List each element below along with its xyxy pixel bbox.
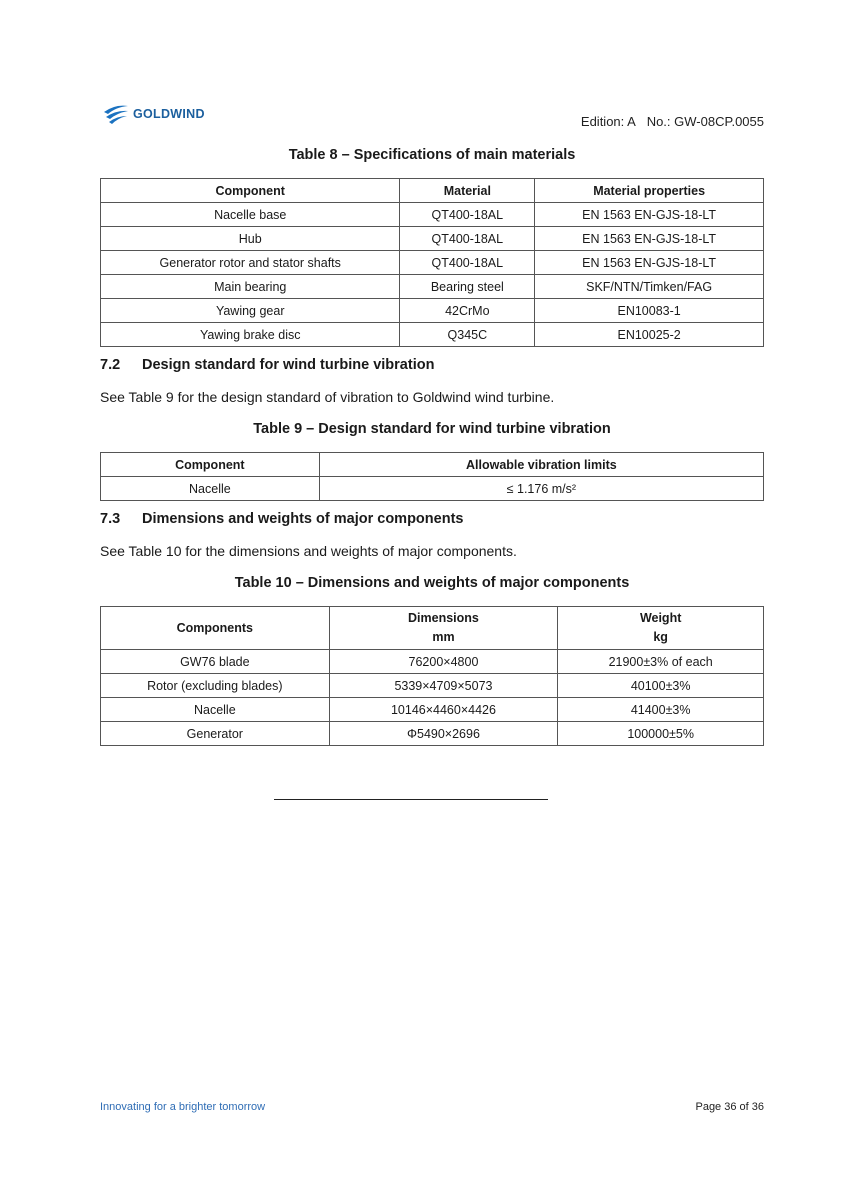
table-cell: 41400±3%: [558, 698, 764, 722]
table9-caption: Table 9 – Design standard for wind turbine vibration: [253, 421, 611, 437]
table-cell: 5339×4709×5073: [329, 674, 558, 698]
column-header: Component: [101, 179, 400, 203]
table-cell: SKF/NTN/Timken/FAG: [535, 275, 764, 299]
table10: [100, 606, 764, 746]
table-cell: 40100±3%: [558, 674, 764, 698]
table-row: [101, 227, 764, 251]
section-title: Dimensions and weights of major components: [142, 511, 464, 527]
table-row: [101, 275, 764, 299]
column-header: Material properties: [535, 179, 764, 203]
column-header: Allowable vibration limits: [319, 453, 763, 477]
header-unit: kg: [653, 630, 668, 644]
header-label: Dimensions: [408, 611, 479, 625]
table9: [100, 452, 764, 501]
edition-label: Edition: A: [580, 114, 636, 129]
table-header-row: [101, 179, 764, 203]
table-cell: Nacelle: [101, 477, 320, 501]
table-cell: 76200×4800: [329, 650, 558, 674]
table-cell: QT400-18AL: [400, 227, 535, 251]
table-cell: 21900±3% of each: [558, 650, 764, 674]
table-cell: QT400-18AL: [400, 251, 535, 275]
column-header: [558, 607, 764, 650]
table-cell: Nacelle: [101, 698, 330, 722]
column-header: [101, 607, 330, 650]
table-row: [101, 698, 764, 722]
section-7-3-paragraph: See Table 10 for the dimensions and weights of major components.: [100, 543, 517, 559]
goldwind-logo: [103, 101, 205, 127]
table-cell: QT400-18AL: [400, 203, 535, 227]
section-7-3-heading: [100, 511, 463, 527]
table-row: [101, 674, 764, 698]
table-header-row: [101, 607, 764, 650]
table-row: [101, 722, 764, 746]
table-cell: EN 1563 EN-GJS-18-LT: [535, 227, 764, 251]
table-cell: 42CrMo: [400, 299, 535, 323]
section-number: 7.2: [100, 357, 121, 373]
section-number: 7.3: [100, 511, 121, 527]
table-cell: Q345C: [400, 323, 535, 347]
section-7-2-paragraph: See Table 9 for the design standard of vibration to Goldwind wind turbine.: [100, 389, 555, 405]
header-unit: mm: [432, 630, 455, 644]
table-row: [101, 299, 764, 323]
footer-slogan: Innovating for a brighter tomorrow: [100, 1101, 266, 1113]
table-cell: EN 1563 EN-GJS-18-LT: [535, 203, 764, 227]
document-number: No.: GW-08CP.0055: [646, 114, 764, 129]
table-cell: Φ5490×2696: [329, 722, 558, 746]
table-cell: ≤ 1.176 m/s²: [319, 477, 763, 501]
section-title: Design standard for wind turbine vibration: [142, 357, 435, 373]
document-edition: [581, 114, 764, 129]
column-header: Component: [101, 453, 320, 477]
table-cell: Bearing steel: [400, 275, 535, 299]
table-cell: Nacelle base: [101, 203, 400, 227]
table-cell: 10146×4460×4426: [329, 698, 558, 722]
logo-wordmark: GOLDWIND: [133, 107, 205, 121]
table8-caption: Table 8 – Specifications of main materials: [288, 147, 576, 163]
table-row: [101, 650, 764, 674]
table-cell: EN 1563 EN-GJS-18-LT: [535, 251, 764, 275]
header-label: Weight: [639, 611, 682, 625]
header-label: Components: [176, 620, 253, 635]
column-header: Material: [400, 179, 535, 203]
table-row: [101, 203, 764, 227]
table10-caption: Table 10 – Dimensions and weights of major components: [234, 575, 630, 591]
table-cell: Generator: [101, 722, 330, 746]
table-row: [101, 323, 764, 347]
end-of-document-rule: [274, 799, 548, 800]
table-row: [101, 251, 764, 275]
table-header-row: [101, 453, 764, 477]
table-cell: Yawing brake disc: [101, 323, 400, 347]
page-number: Page 36 of 36: [695, 1101, 764, 1113]
table-cell: Main bearing: [101, 275, 400, 299]
table-cell: GW76 blade: [101, 650, 330, 674]
table-cell: EN10083-1: [535, 299, 764, 323]
column-header: [329, 607, 558, 650]
table-cell: Yawing gear: [101, 299, 400, 323]
table-cell: EN10025-2: [535, 323, 764, 347]
table-cell: Generator rotor and stator shafts: [101, 251, 400, 275]
table-cell: Hub: [101, 227, 400, 251]
goldwind-swoosh-icon: [103, 103, 129, 125]
table-cell: Rotor (excluding blades): [101, 674, 330, 698]
section-7-2-heading: [100, 357, 434, 373]
table-row: [101, 477, 764, 501]
table8: [100, 178, 764, 347]
table-cell: 100000±5%: [558, 722, 764, 746]
